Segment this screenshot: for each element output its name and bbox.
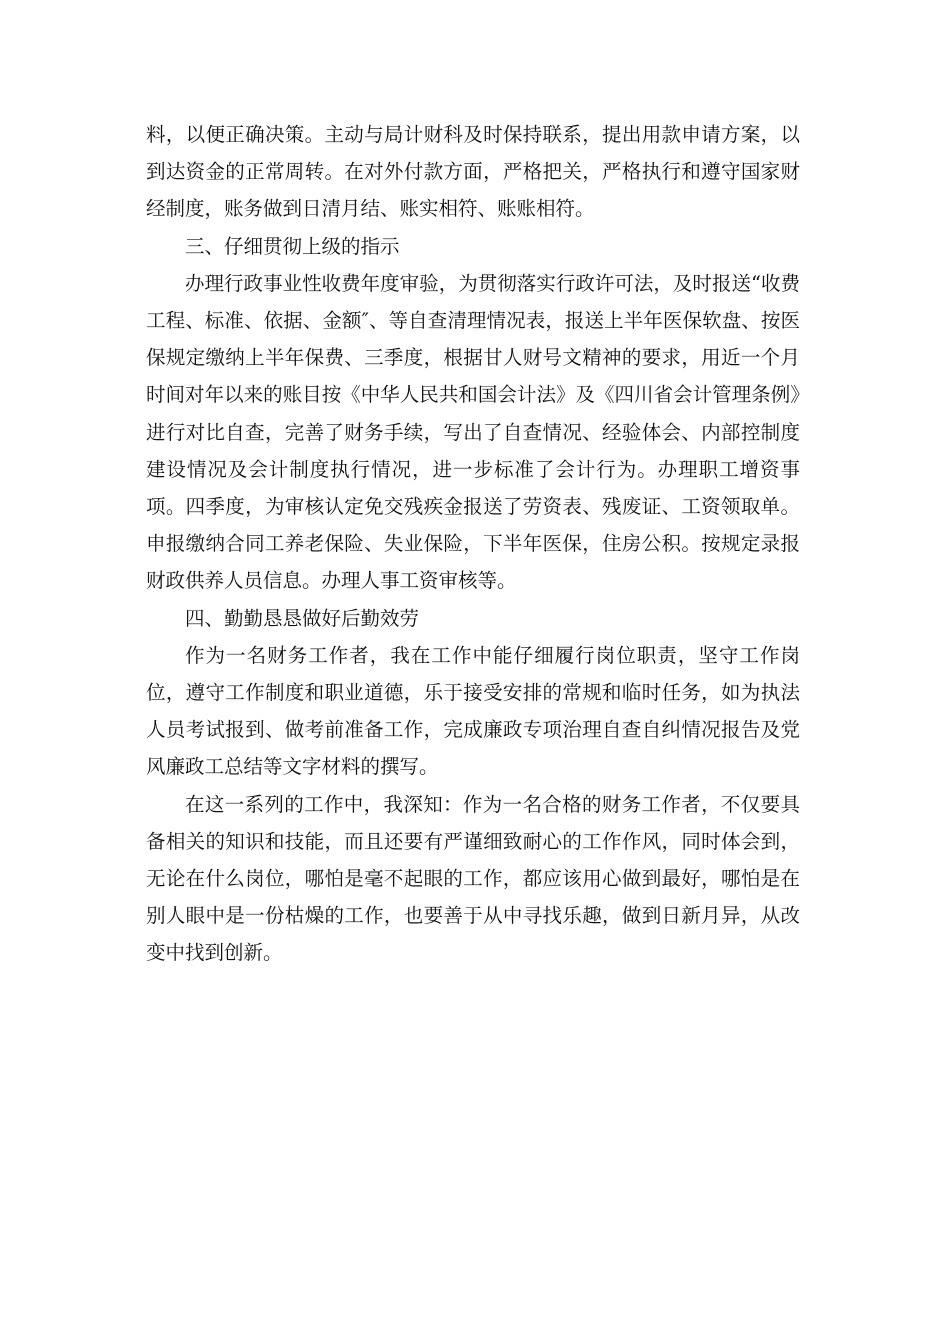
- paragraph-finance-continuation: 料，以便正确决策。主动与局计财科及时保持联系，提出用款申请方案，以到达资金的正常周转。在对外付款方面，严格把关，严格执行和遵守国家财经制度，账务做到日清月结、账实相符、账账相符。: [146, 123, 800, 221]
- document-body: [146, 116, 800, 972]
- paragraph-section-3-body: 办理行政事业性收费年度审验，为贯彻落实行政许可法，及时报送“收费工程、标准、依据、金额″、等自查清理情况表，报送上半年医保软盘、按医保规定缴纳上半年保费、三季度，根据甘人财号文精神的要求，用近一个月时间对年以来的账目按《中华人民共和国会计法》及《四川省会计管理条例》进行对比自查，完善了财务手续，写出了自查情况、经验体会、内部控制度建设情况及会计制度执行情况，进一步标准了会计行为。办理职工增资事项。四季度，为审核认定免交残疾金报送了劳资表、残废证、工资领取单。申报缴纳合同工养老保险、失业保险，下半年医保，住房公积。按规定录报财政供养人员信息。办理人事工资审核等。: [146, 271, 800, 593]
- section-heading-4: 四、勤勤恳恳做好后勤效劳: [185, 606, 420, 630]
- paragraph-section-4-body: 作为一名财务工作者，我在工作中能仔细履行岗位职责，坚守工作岗位，遵守工作制度和职业道德，乐于接受安排的常规和临时任务，如为执法人员考试报到、做考前准备工作，完成廉政专项治理自查自纠情况报告及党风廉政工总结等文字材料的撰写。: [146, 643, 800, 779]
- section-heading-3: 三、仔细贯彻上级的指示: [185, 234, 400, 258]
- paragraph-conclusion: 在这一系列的工作中，我深知：作为一名合格的财务工作者，不仅要具备相关的知识和技能，而且还要有严谨细致耐心的工作作风，同时体会到，无论在什么岗位，哪怕是毫不起眼的工作，都应该用心做到最好，哪怕是在别人眼中是一份枯燥的工作，也要善于从中寻找乐趣，做到日新月异，从改变中找到创新。: [146, 792, 800, 965]
